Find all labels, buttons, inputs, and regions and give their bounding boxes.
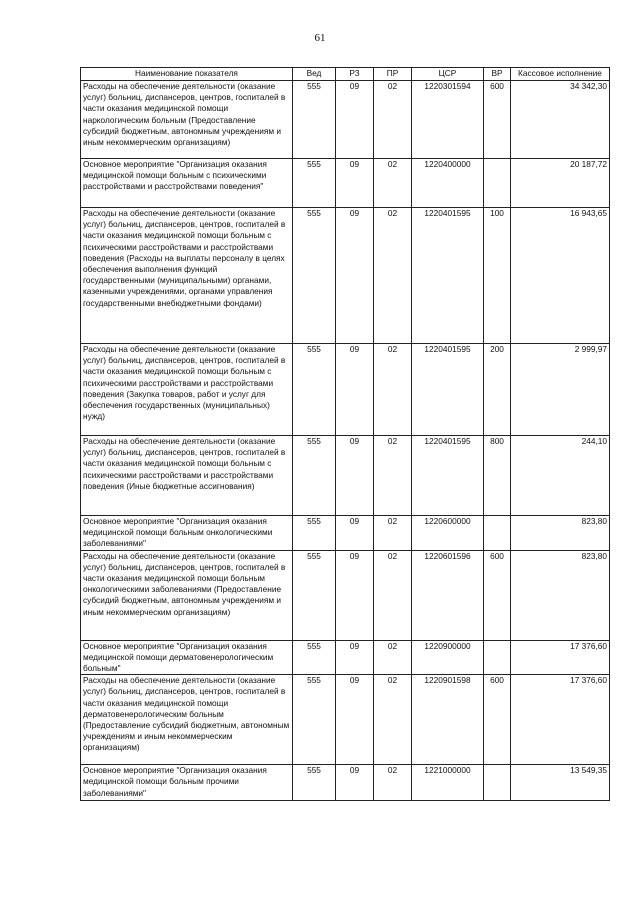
row-pr: 02 bbox=[374, 550, 412, 640]
col-header-name: Наименование показателя bbox=[81, 68, 293, 81]
row-amount: 17 376,60 bbox=[511, 675, 610, 765]
row-ved: 555 bbox=[293, 550, 336, 640]
row-csr: 1220600000 bbox=[412, 516, 484, 551]
row-ved: 555 bbox=[293, 675, 336, 765]
row-rz: 09 bbox=[336, 436, 374, 516]
table-row bbox=[81, 81, 610, 159]
row-name: Расходы на обеспечение деятельности (оказание услуг) больниц, диспансеров, центров, госпиталей в части оказания медицинской помощи больным онкологическими заболеваниями (Предоставление субсидий бюджетным, автономным учреждениям и иным некоммерческим организациям) bbox=[81, 550, 293, 640]
row-name: Расходы на обеспечение деятельности (оказание услуг) больниц, диспансеров, центров, госпиталей в части оказания медицинской помощи дерматовенерологическим больным (Предоставление субсидий бюджетным, автономным учреждениям и иным некоммерческим организациям) bbox=[81, 675, 293, 765]
row-pr: 02 bbox=[374, 208, 412, 344]
row-vr bbox=[484, 159, 511, 208]
row-amount: 20 187,72 bbox=[511, 159, 610, 208]
row-csr: 1220900000 bbox=[412, 640, 484, 675]
row-csr: 1220401595 bbox=[412, 344, 484, 436]
row-name: Расходы на обеспечение деятельности (оказание услуг) больниц, диспансеров, центров, госпиталей в части оказания медицинской помощи больным с психическими расстройствами и расстройствами поведения (Иные бюджетные ассигнования) bbox=[81, 436, 293, 516]
row-pr: 02 bbox=[374, 765, 412, 801]
row-pr: 02 bbox=[374, 436, 412, 516]
row-rz: 09 bbox=[336, 344, 374, 436]
col-header-ved: Вед bbox=[293, 68, 336, 81]
row-rz: 09 bbox=[336, 550, 374, 640]
row-rz: 09 bbox=[336, 675, 374, 765]
row-name: Основное мероприятие "Организация оказания медицинской помощи больным с психическими расстройствами и расстройствами поведения" bbox=[81, 159, 293, 208]
row-name: Расходы на обеспечение деятельности (оказание услуг) больниц, диспансеров, центров, госпиталей в части оказания медицинской помощи наркологическим больным (Предоставление субсидий бюджетным, автономным учреждениям и иным некоммерческим организациям) bbox=[81, 81, 293, 159]
row-rz: 09 bbox=[336, 516, 374, 551]
row-vr: 600 bbox=[484, 675, 511, 765]
row-csr: 1220301594 bbox=[412, 81, 484, 159]
row-amount: 16 943,65 bbox=[511, 208, 610, 344]
row-vr bbox=[484, 516, 511, 551]
row-ved: 555 bbox=[293, 344, 336, 436]
row-vr: 200 bbox=[484, 344, 511, 436]
row-csr: 1221000000 bbox=[412, 765, 484, 801]
row-amount: 823,80 bbox=[511, 550, 610, 640]
row-name: Основное мероприятие "Организация оказания медицинской помощи дерматовенерологическим больным" bbox=[81, 640, 293, 675]
row-rz: 09 bbox=[336, 208, 374, 344]
table-row bbox=[81, 208, 610, 344]
row-amount: 34 342,30 bbox=[511, 81, 610, 159]
row-name: Основное мероприятие "Организация оказания медицинской помощи больным прочими заболеваниями" bbox=[81, 765, 293, 801]
row-vr: 600 bbox=[484, 81, 511, 159]
table-row bbox=[81, 550, 610, 640]
row-rz: 09 bbox=[336, 159, 374, 208]
row-ved: 555 bbox=[293, 159, 336, 208]
table-row bbox=[81, 640, 610, 675]
row-rz: 09 bbox=[336, 640, 374, 675]
row-rz: 09 bbox=[336, 765, 374, 801]
row-pr: 02 bbox=[374, 81, 412, 159]
row-pr: 02 bbox=[374, 640, 412, 675]
row-csr: 1220401595 bbox=[412, 436, 484, 516]
table-header-row bbox=[81, 68, 610, 81]
row-vr: 100 bbox=[484, 208, 511, 344]
row-ved: 555 bbox=[293, 640, 336, 675]
row-pr: 02 bbox=[374, 516, 412, 551]
col-header-csr: ЦСР bbox=[412, 68, 484, 81]
row-ved: 555 bbox=[293, 81, 336, 159]
col-header-vr: ВР bbox=[484, 68, 511, 81]
table-row bbox=[81, 675, 610, 765]
row-ved: 555 bbox=[293, 516, 336, 551]
row-amount: 244,10 bbox=[511, 436, 610, 516]
row-amount: 13 549,35 bbox=[511, 765, 610, 801]
row-csr: 1220400000 bbox=[412, 159, 484, 208]
row-name: Основное мероприятие "Организация оказания медицинской помощи больным онкологическими заболеваниями" bbox=[81, 516, 293, 551]
table-row bbox=[81, 159, 610, 208]
row-pr: 02 bbox=[374, 159, 412, 208]
row-vr bbox=[484, 640, 511, 675]
row-csr: 1220401595 bbox=[412, 208, 484, 344]
table-row bbox=[81, 765, 610, 801]
budget-table bbox=[80, 67, 610, 801]
row-ved: 555 bbox=[293, 765, 336, 801]
row-vr: 800 bbox=[484, 436, 511, 516]
row-vr: 600 bbox=[484, 550, 511, 640]
col-header-pr: ПР bbox=[374, 68, 412, 81]
row-name: Расходы на обеспечение деятельности (оказание услуг) больниц, диспансеров, центров, госпиталей в части оказания медицинской помощи больным с психическими расстройствами и расстройствами поведения (Расходы на выплаты персоналу в целях обеспечения выполнения функций государственными (муниципальными) органами, казенными учреждениями, органами управления государственными внебюджетными фондами) bbox=[81, 208, 293, 344]
row-rz: 09 bbox=[336, 81, 374, 159]
table-row bbox=[81, 516, 610, 551]
row-ved: 555 bbox=[293, 208, 336, 344]
table-row bbox=[81, 344, 610, 436]
row-ved: 555 bbox=[293, 436, 336, 516]
col-header-amount: Кассовое исполнение bbox=[511, 68, 610, 81]
row-csr: 1220901598 bbox=[412, 675, 484, 765]
page-number: 61 bbox=[314, 32, 326, 44]
row-amount: 2 999,97 bbox=[511, 344, 610, 436]
row-pr: 02 bbox=[374, 344, 412, 436]
row-name: Расходы на обеспечение деятельности (оказание услуг) больниц, диспансеров, центров, госпиталей в части оказания медицинской помощи больным с психическими расстройствами и расстройствами поведения (Закупка товаров, работ и услуг для обеспечения государственных (муниципальных) нужд) bbox=[81, 344, 293, 436]
row-amount: 17 376,60 bbox=[511, 640, 610, 675]
row-vr bbox=[484, 765, 511, 801]
table-row bbox=[81, 436, 610, 516]
col-header-rz: РЗ bbox=[336, 68, 374, 81]
row-csr: 1220601596 bbox=[412, 550, 484, 640]
row-pr: 02 bbox=[374, 675, 412, 765]
row-amount: 823,80 bbox=[511, 516, 610, 551]
